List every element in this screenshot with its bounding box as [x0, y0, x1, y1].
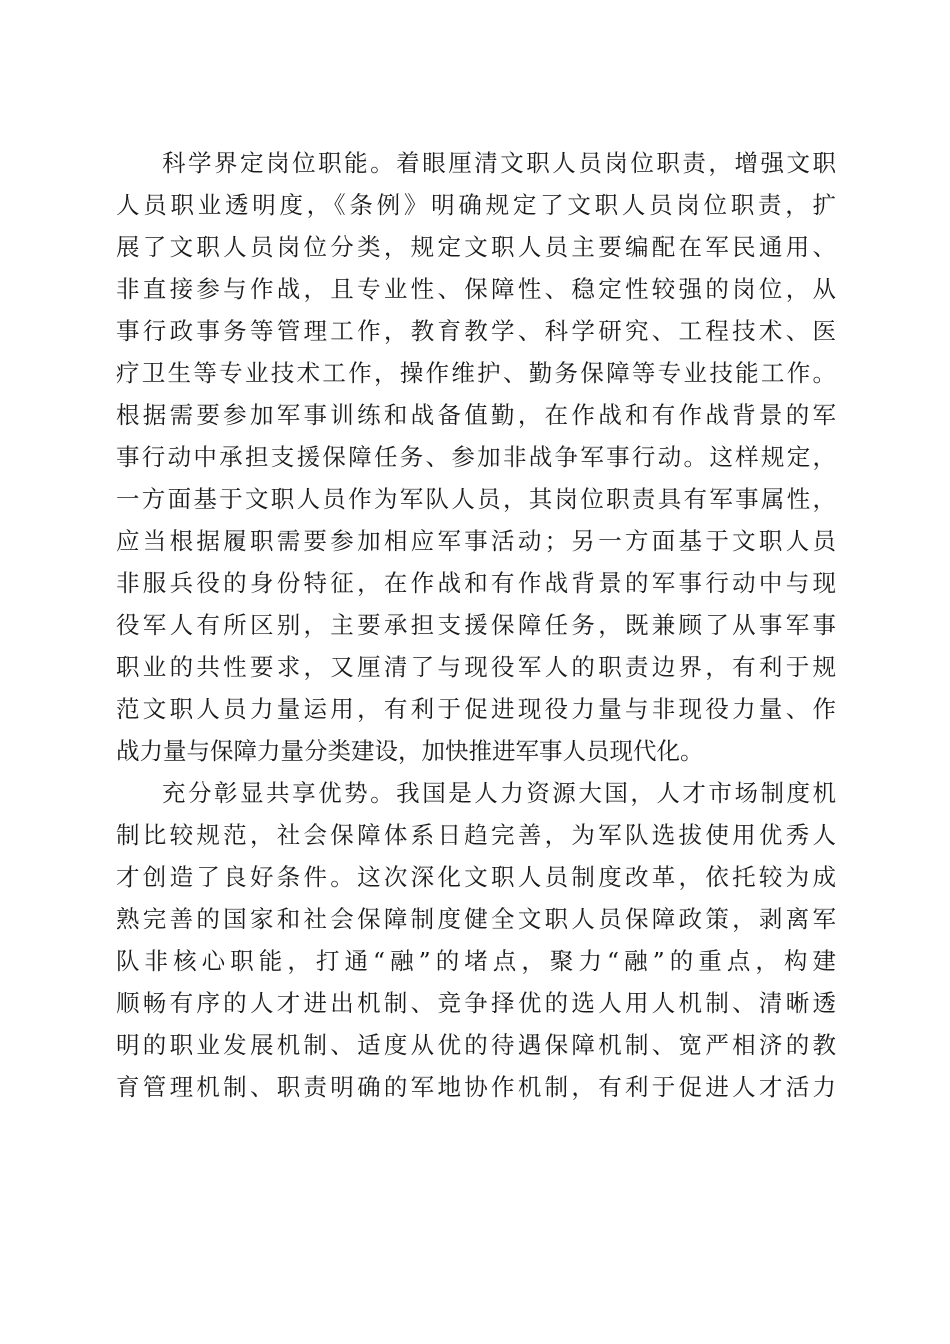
text-line: 职业的共性要求，又厘清了与现役军人的职责边界，有利于规: [116, 653, 836, 681]
text-line: 根据需要参加军事训练和战备值勤，在作战和有作战背景的军: [116, 401, 836, 429]
text-line: 顺畅有序的人才进出机制、竞争择优的选人用人机制、清晰透: [116, 989, 836, 1017]
text-line: 制比较规范，社会保障体系日趋完善，为军队选拔使用优秀人: [116, 821, 836, 849]
text-line: 充分彰显共享优势。我国是人力资源大国，人才市场制度机: [162, 779, 836, 807]
text-line: 熟完善的国家和社会保障制度健全文职人员保障政策，剥离军: [116, 905, 836, 933]
text-line: 应当根据履职需要参加相应军事活动；另一方面基于文职人员: [116, 527, 836, 555]
text-line: 非服兵役的身份特征，在作战和有作战背景的军事行动中与现: [116, 569, 836, 597]
text-line: 役军人有所区别，主要承担支援保障任务，既兼顾了从事军事: [116, 611, 836, 639]
text-line: 育管理机制、职责明确的军地协作机制，有利于促进人才活力: [116, 1073, 836, 1101]
text-line: 人员职业透明度，《条例》明确规定了文职人员岗位职责，扩: [116, 191, 836, 219]
text-line: 事行动中承担支援保障任务、参加非战争军事行动。这样规定，: [116, 443, 836, 471]
text-line: 才创造了良好条件。这次深化文职人员制度改革，依托较为成: [116, 863, 836, 891]
text-line: 范文职人员力量运用，有利于促进现役力量与非现役力量、作: [116, 695, 836, 723]
text-line: 科学界定岗位职能。着眼厘清文职人员岗位职责，增强文职: [162, 149, 836, 177]
text-line: 疗卫生等专业技术工作，操作维护、勤务保障等专业技能工作。: [116, 359, 836, 387]
text-line: 展了文职人员岗位分类，规定文职人员主要编配在军民通用、: [116, 233, 836, 261]
text-line: 队非核心职能，打通“融”的堵点，聚力“融”的重点，构建: [116, 947, 836, 975]
text-line: 事行政事务等管理工作，教育教学、科学研究、工程技术、医: [116, 317, 836, 345]
text-line: 明的职业发展机制、适度从优的待遇保障机制、宽严相济的教: [116, 1031, 836, 1059]
text-line: 非直接参与作战，且专业性、保障性、稳定性较强的岗位，从: [116, 275, 836, 303]
text-line: 一方面基于文职人员作为军队人员，其岗位职责具有军事属性，: [116, 485, 836, 513]
text-line: 战力量与保障力量分类建设，加快推进军事人员现代化。: [116, 737, 704, 765]
